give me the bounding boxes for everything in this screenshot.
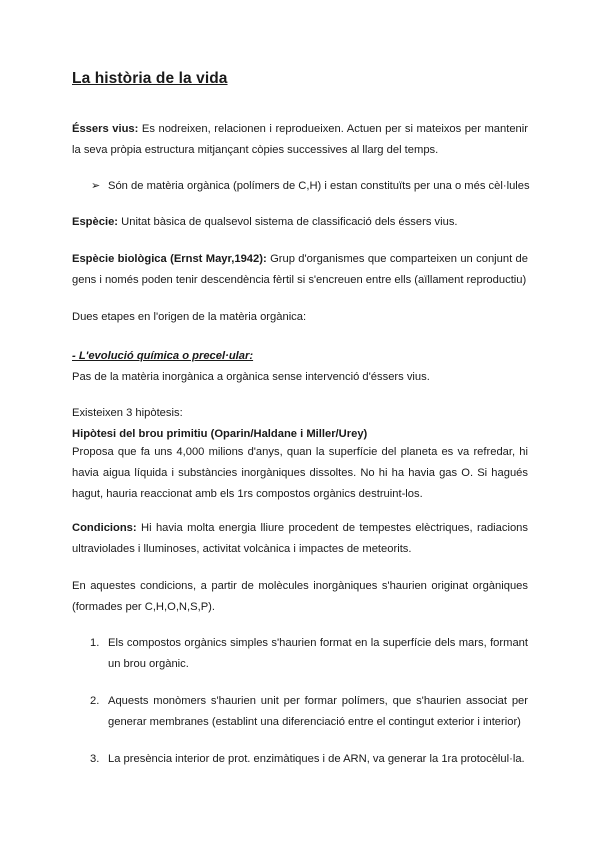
existeixen-text: Existeixen 3 hipòtesis: xyxy=(72,407,183,419)
evolucio-paragraph xyxy=(72,346,528,388)
step-number: 2. xyxy=(90,695,100,707)
existeixen-paragraph xyxy=(72,403,528,445)
especie-biologica-label: Espècie biològica (Ernst Mayr,1942): xyxy=(72,253,267,265)
hipotesi-heading: Hipòtesi del brou primitiu (Oparin/Haldane i Miller/Urey) xyxy=(72,428,368,440)
bullet-text: Són de matèria orgànica (polímers de C,H) i estan constituïts per una o més cèl·lules xyxy=(108,180,530,192)
evolucio-text: Pas de la matèria inorgànica a orgànica sense intervenció d'éssers vius. xyxy=(72,371,430,383)
aquestes-paragraph: En aquestes condicions, a partir de molècules inorgàniques s'haurien originat orgàniques (formades per C,H,O,N,S,P). xyxy=(72,580,528,613)
step-number: 1. xyxy=(90,637,100,649)
hipotesi-paragraph: Proposa que fa uns 4,000 milions d'anys, quan la superfície del planeta es va refredar, hi havia aigua líquida i substàncies inorgàniques dissoltes. No hi ha havia gas O. Si hagués hagut, hauria reaccionat amb els 1rs compostos orgànics destruint-los. xyxy=(72,446,528,500)
essers-vius-label: Éssers vius: xyxy=(72,123,139,135)
step-text: Aquests monòmers s'haurien unit per formar polímers, que s'haurien associat per generar membranes (establint una diferenciació entre el contingut exterior i interior) xyxy=(108,695,528,728)
especie-biologica-paragraph xyxy=(72,249,528,291)
essers-vius-text: Es nodreixen, relacionen i reprodueixen. Actuen per si mateixos per mantenir la seva pròpia estructura mitjançant còpies successives al llarg del temps. xyxy=(72,123,528,156)
especie-label: Espècie: xyxy=(72,216,119,228)
dues-etapes-paragraph: Dues etapes en l'origen de la matèria orgànica: xyxy=(72,311,307,323)
especie-paragraph xyxy=(72,212,528,233)
essers-vius-paragraph xyxy=(72,119,528,161)
condicions-text: Hi havia molta energia lliure procedent de tempestes elèctriques, radiacions ultraviolades i lluminoses, activitat volcànica i impactes de meteorits. xyxy=(72,522,528,555)
condicions-label: Condicions: xyxy=(72,522,137,534)
step-text: La presència interior de prot. enzimàtiques i de ARN, va generar la 1ra protocèlul·la. xyxy=(108,753,525,765)
evolucio-heading: - L'evolució química o precel·ular: xyxy=(72,350,254,362)
step-text: Els compostos orgànics simples s'haurien format en la superfície dels mars, formant un brou orgànic. xyxy=(108,637,528,670)
step-number: 3. xyxy=(90,753,100,765)
especie-biologica-text: Grup d'organismes que comparteixen un conjunt de gens i només poden tenir descendència fèrtil si s'encreuen entre ells (aïllament reproductiu) xyxy=(72,253,528,286)
condicions-paragraph xyxy=(72,518,528,560)
especie-text: Unitat bàsica de qualsevol sistema de classificació dels éssers vius. xyxy=(118,216,458,228)
arrow-bullet-icon: ➢ xyxy=(91,180,101,192)
page-title: La història de la vida xyxy=(72,70,228,87)
